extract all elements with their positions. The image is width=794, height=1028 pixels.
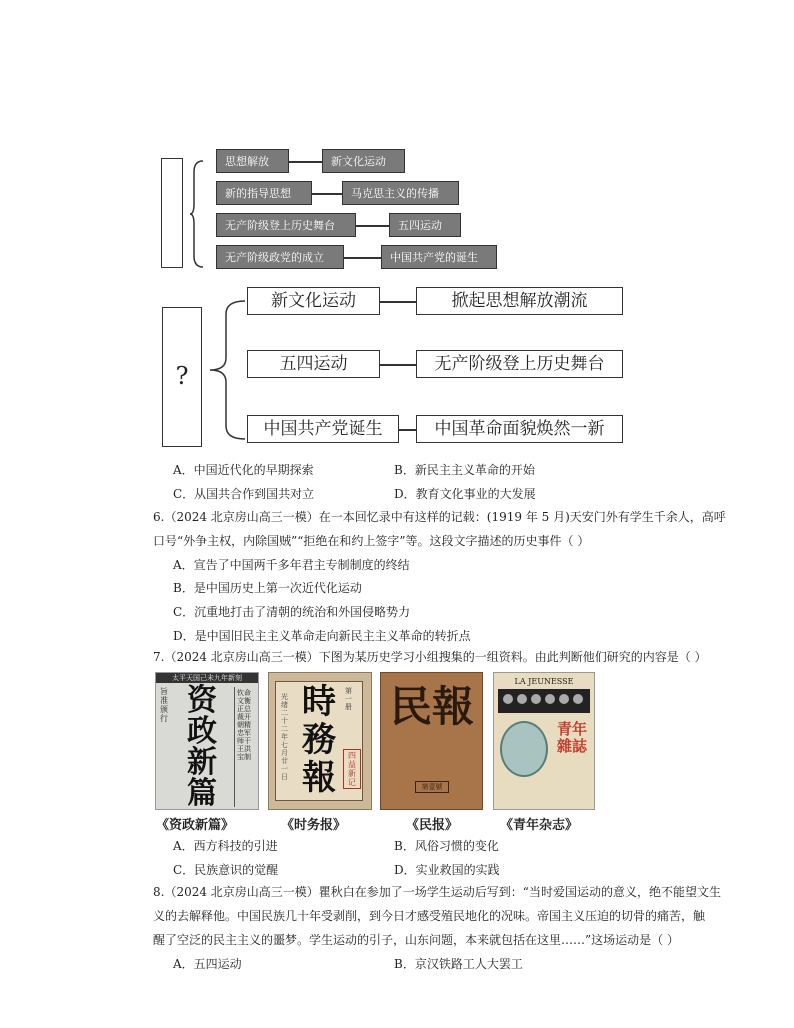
- image-zizheng-xinpian: [155, 672, 259, 810]
- q8-option-b: B．京汉铁路工人大罢工: [394, 957, 523, 971]
- image-shiwu-bao: [268, 672, 372, 810]
- d2-left-box: 五四运动: [247, 350, 380, 378]
- cover-side-text: 钦命文衡正总裁开朝精忠军师干王洪宝制: [237, 689, 251, 761]
- d1-left-box: 无产阶级登上历史舞台: [216, 213, 356, 237]
- q6-option-a: A．宣告了中国两千多年君主专制制度的终结: [173, 558, 410, 572]
- d1-right-box: 中国共产党的诞生: [381, 245, 497, 269]
- connector-line: [289, 161, 322, 163]
- brace-icon: [208, 300, 246, 440]
- q6-option-d: D．是中国旧民主主义革命走向新民主主义革命的转折点: [173, 629, 471, 643]
- d1-left-box: 思想解放: [216, 149, 289, 173]
- stamp-seal: 四益新记: [343, 749, 361, 789]
- q7-option-c: C．民族意识的觉醒: [173, 863, 279, 877]
- image-min-bao: [380, 672, 483, 810]
- q6-option-c: C．沉重地打击了清朝的统治和外国侵略势力: [173, 605, 411, 619]
- question-box: [162, 307, 202, 447]
- q7-option-b: B．风俗习惯的变化: [394, 839, 499, 853]
- bracket-frame: [161, 158, 183, 268]
- q8-stem-line: 义的去解释他。中国民族几十年受剥削，到今日才感受殖民地化的况味。帝国主义压迫的切骨的痛苦，触: [153, 909, 706, 923]
- d1-right-box: 马克思主义的传播: [342, 181, 459, 205]
- cover-top-text: 太平天国己未九年新刻: [156, 673, 258, 683]
- connector-line: [380, 301, 416, 303]
- q5-option-c: C．从国共合作到国共对立: [173, 487, 315, 501]
- connector-line: [312, 193, 342, 195]
- d1-right-box: 五四运动: [389, 213, 461, 237]
- d2-right-box: 中国革命面貌焕然一新: [416, 415, 623, 443]
- q5-option-b: B．新民主主义革命的开始: [394, 463, 535, 477]
- q6-option-b: B．是中国历史上第一次近代化运动: [173, 581, 362, 595]
- cover-title: 青年雜誌: [556, 720, 587, 755]
- cover-top-text: LA JEUNESSE: [514, 677, 574, 686]
- q8-stem-line: 醒了空泛的民主主义的噩梦。学生运动的引子，山东问题，本来就包括在这里……”这场运动是（ ）: [153, 933, 679, 947]
- caption-image-1: 《资政新篇》: [156, 818, 235, 833]
- d2-right-box: 掀起思想解放潮流: [416, 287, 623, 315]
- q8-stem-line: 8.（2024 北京房山高三一模）瞿秋白在参加了一场学生运动后写到：“当时爱国运动的意义，绝不能望文生: [153, 885, 721, 899]
- image-qingnian-zazhi: [493, 672, 595, 810]
- d2-left-box: 新文化运动: [247, 287, 380, 315]
- q7-option-d: D．实业救国的实践: [394, 863, 500, 877]
- connector-line: [380, 364, 416, 366]
- q5-option-a: A．中国近代化的早期探索: [173, 463, 314, 477]
- caption-image-4: 《青年杂志》: [500, 818, 579, 833]
- portrait-medallion: [500, 721, 548, 777]
- cover-corner-text: 第壹號: [415, 781, 449, 793]
- cover-corner-text: 旨准颁行: [160, 687, 168, 723]
- connector-line: [356, 225, 389, 227]
- q7-stem: 7.（2024 北京房山高三一模）下图为某历史学习小组搜集的一组资料。由此判断他们研究的内容是（ ）: [153, 650, 707, 664]
- caption-image-2: 《时务报》: [281, 818, 347, 833]
- q6-stem-line: 6.（2024 北京房山高三一模）在一本回忆录中有这样的记载：(1919 年 5 月)天安门外有学生千余人，高呼: [153, 510, 726, 524]
- connector-line: [399, 429, 416, 431]
- q5-option-d: D．教育文化事业的大发展: [394, 487, 536, 501]
- cover-title: 民報: [389, 682, 474, 731]
- d1-left-box: 无产阶级政党的成立: [216, 245, 344, 269]
- connector-line: [344, 257, 381, 259]
- d2-left-box: 中国共产党诞生: [247, 415, 399, 443]
- cover-title: 時務報: [302, 682, 336, 798]
- question-mark: ?: [175, 362, 189, 390]
- cover-banner: [498, 689, 590, 713]
- d2-right-box: 无产阶级登上历史舞台: [416, 350, 623, 378]
- d1-right-box: 新文化运动: [322, 149, 405, 173]
- q8-option-a: A．五四运动: [173, 957, 242, 971]
- q7-option-a: A．西方科技的引进: [173, 839, 278, 853]
- cover-side-text: 光绪二十二年七月廿一日: [281, 693, 288, 781]
- d1-left-box: 新的指导思想: [216, 181, 312, 205]
- cover-corner-text: 第一册: [345, 687, 352, 711]
- q6-stem-line: 口号“外争主权，内除国贼”“拒绝在和约上签字”等。这段文字描述的历史事件（ ）: [153, 534, 590, 548]
- cover-title: 资政新篇: [187, 683, 217, 810]
- caption-image-3: 《民报》: [406, 818, 459, 833]
- brace-icon: [190, 160, 204, 268]
